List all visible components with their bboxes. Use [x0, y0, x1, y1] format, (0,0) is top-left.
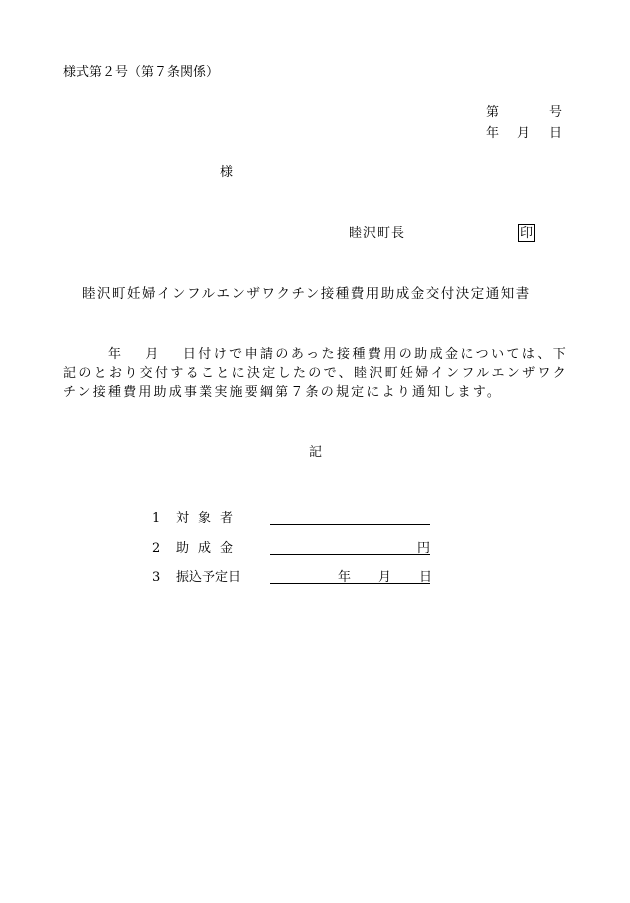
issue-date-day: 日	[549, 126, 563, 141]
transfer-date-month: 月	[378, 570, 392, 585]
issue-date-month: 月	[517, 126, 531, 141]
document-number-suffix: 号	[549, 105, 563, 120]
issuer-title: 睦沢町長	[349, 226, 406, 241]
item-label-target-person	[176, 512, 242, 525]
label-char: 対	[176, 511, 190, 526]
transfer-date-year: 年	[338, 570, 352, 585]
label-char: 成	[198, 541, 212, 556]
transfer-date-field-line	[270, 567, 433, 585]
recipient-honorific: 様	[220, 165, 234, 180]
label-char: 者	[220, 511, 234, 526]
item-number: 2	[152, 541, 161, 556]
note-heading: 記	[309, 445, 323, 460]
label-char: 助	[176, 541, 190, 556]
document-number-label: 第	[486, 105, 500, 120]
item-label-transfer-date: 振込予定日	[176, 570, 242, 585]
item-label-subsidy-amount	[176, 542, 242, 555]
currency-unit: 円	[416, 541, 430, 556]
transfer-date-day: 日	[419, 570, 433, 585]
item-number: 1	[152, 511, 161, 526]
issue-date-year: 年	[486, 126, 500, 141]
notice-body-text: 年 月 日付けで申請のあった接種費用の助成金については、下記のとおり交付することに決定したので、睦沢町妊婦インフルエンザワクチン接種費用助成事業実施要綱第７条の規定により通知します。	[63, 347, 568, 400]
label-char: 象	[198, 511, 212, 526]
item-number: 3	[152, 570, 161, 585]
form-number: 様式第２号（第７条関係）	[63, 65, 220, 80]
label-char: 金	[220, 541, 234, 556]
seal-box: 印	[520, 226, 534, 241]
document-title: 睦沢町妊婦インフルエンザワクチン接種費用助成金交付決定通知書	[82, 286, 531, 302]
subsidy-amount-field-line	[270, 538, 430, 555]
target-person-field-line	[270, 508, 430, 525]
